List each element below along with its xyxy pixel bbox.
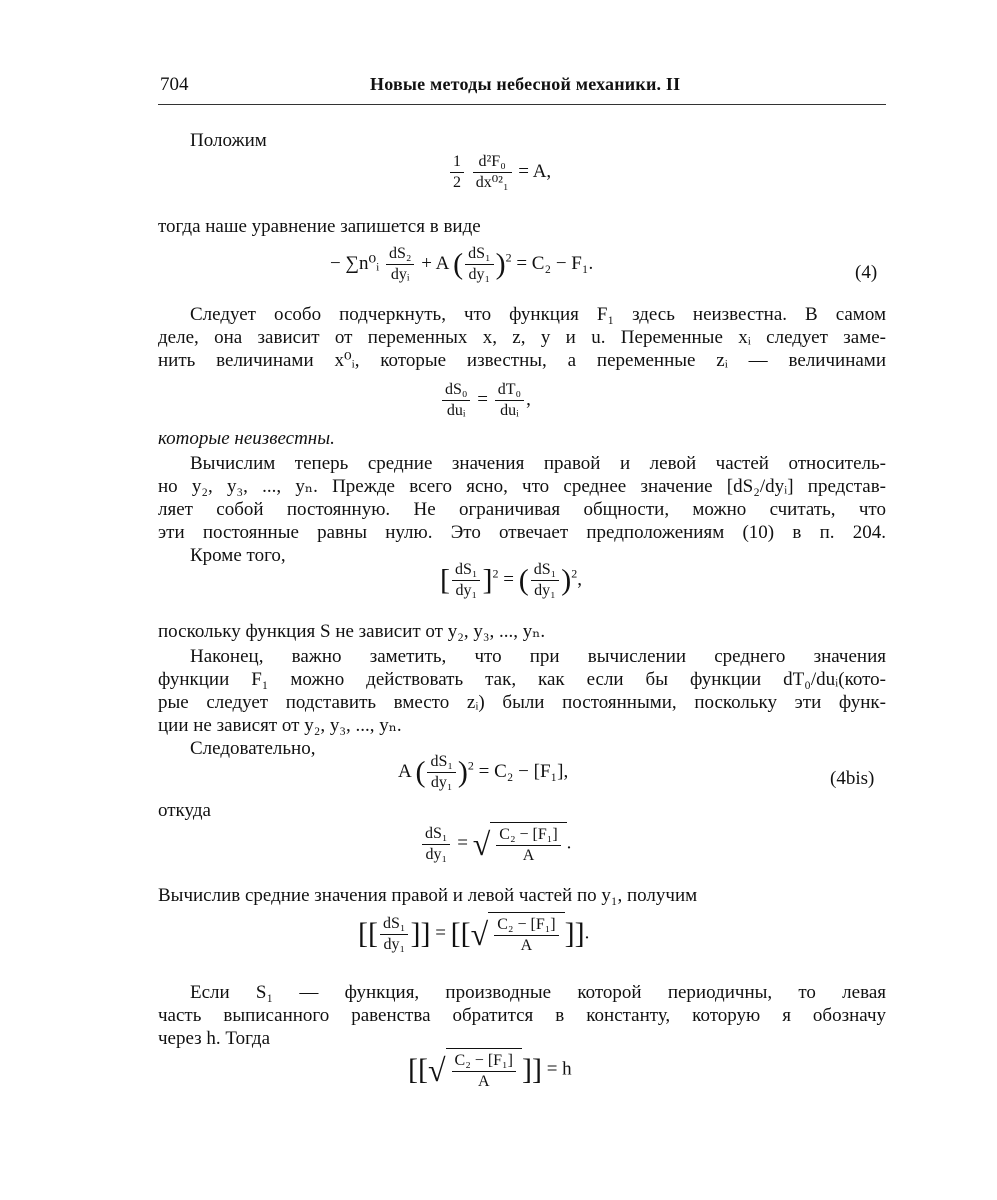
running-title: Новые методы небесной механики. II (370, 74, 681, 94)
equation-mean: [[ $\frac{\text{dS₁}}{\text{dy₁}}$ ]] = [[√ $\frac{\text{C₂ − [F₁]}}{A}$ ]]. (358, 912, 589, 956)
text-line: но y₂, y₃, ..., yₙ. Прежде всего ясно, что среднее значение [dS₂/dyᵢ] представ- (158, 476, 886, 497)
text-line: Вычислив средние значения правой и левой частей по y₁, получим (158, 885, 698, 906)
text-line: ции не зависят от y₂, y₃, ..., yₙ. (158, 715, 402, 736)
text-line: Положим (190, 130, 267, 151)
text-line: эти постоянные равны нулю. Это отвечает предположениям (10) в п. 204. (158, 522, 886, 543)
text-line: Следовательно, (190, 738, 316, 759)
text-line: рые следует подставить вместо zᵢ) были постоянными, поскольку эти функ- (158, 692, 886, 713)
page-number: 704 (160, 74, 189, 95)
text-line: Следует особо подчеркнуть, что функция F₁ здесь неизвестна. В самом (190, 304, 886, 325)
equation-ds0: $\frac{\text{dS₀}}{\text{duᵢ}}$ = $\frac{\text{dT₀}}{\text{duᵢ}}$ , (440, 380, 531, 421)
text-line: нить величинами x⁰ᵢ, которые известны, а переменные zᵢ — величинами (158, 350, 886, 371)
equation-h: [[√ $\frac{\text{C₂ − [F₁]}}{A}$ ]] = h (408, 1048, 572, 1092)
text-line: поскольку функция S не зависит от y₂, y₃, ..., yₙ. (158, 621, 546, 642)
text-line: деле, она зависит от переменных x, z, y и u. Переменные xᵢ следует заме- (158, 327, 886, 348)
text-line: откуда (158, 800, 211, 821)
text-line: Кроме того, (190, 545, 286, 566)
text-line: которые неизвестны. (158, 428, 335, 449)
equation-1: $\frac{1}{2}$ $\frac{\text{d²F₀}}{\text{dx⁰²₁}}$ = A, (448, 152, 551, 193)
text-line: ляет собой постоянную. Не ограничивая общности, можно считать, что (158, 499, 886, 520)
text-line: Вычислим теперь средние значения правой и левой частей относитель- (190, 453, 886, 474)
equation-4bis: A ( $\frac{\text{dS₁}}{\text{dy₁}}$ )$^2$ = C₂ − [F₁], (398, 753, 569, 791)
equation-4: − ∑n⁰ᵢ $\frac{\text{dS₂}}{\text{dyᵢ}}$ + A ( $\frac{\text{dS₁}}{\text{dy₁}}$ )$^2$ = C₂ − F₁. (330, 245, 594, 283)
equation-label: (4bis) (830, 768, 875, 789)
header-rule (158, 104, 886, 105)
equation-bracket: [ $\frac{\text{dS₁}}{\text{dy₁}}$ ]$^2$ = ( $\frac{\text{dS₁}}{\text{dy₁}}$ )$^2$, (440, 561, 582, 599)
text-line: через h. Тогда (158, 1028, 271, 1049)
text-line: Если S₁ — функция, производные которой периодичны, то левая (190, 982, 886, 1003)
text-line: функции F₁ можно действовать так, как если бы функции dT₀/duᵢ(кото- (158, 669, 886, 690)
text-line: тогда наше уравнение запишется в виде (158, 216, 481, 237)
equation-sqrt: $\frac{\text{dS₁}}{\text{dy₁}}$ = √ $\frac{\text{C₂ − [F₁]}}{A}$ . (420, 822, 571, 866)
text-line: часть выписанного равенства обратится в константу, которую я обозначу (158, 1005, 886, 1026)
text-line: Наконец, важно заметить, что при вычислении среднего значения (190, 646, 886, 667)
equation-label: (4) (855, 262, 878, 283)
